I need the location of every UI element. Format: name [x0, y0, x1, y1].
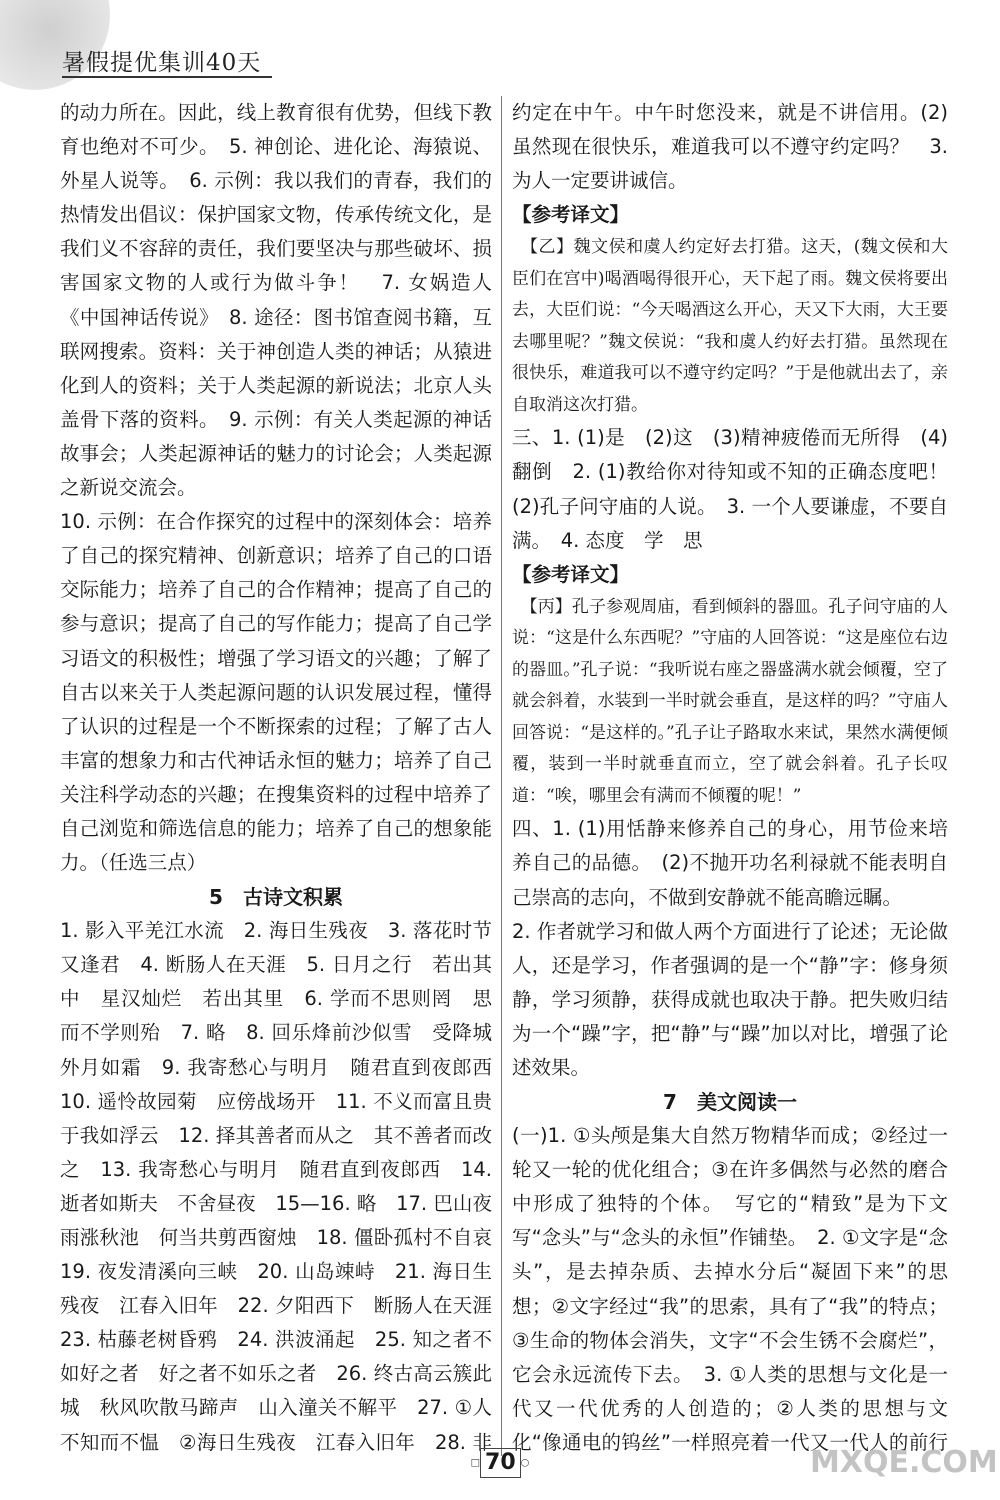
left-column — [60, 96, 492, 1466]
reference-translation-label: 【参考译文】 — [512, 203, 630, 227]
page-number-right-dot-icon: ○ — [520, 1457, 530, 1469]
book-title: 暑假提优集训40天 — [62, 50, 262, 76]
page-number-value: 70 — [480, 1448, 521, 1478]
answer-paragraph: 1. 影入平羌江水流 2. 海日生残夜 3. 落花时节又逢君 4. 断肠人在天涯 5. 日月之行 若出其中 星汉灿烂 若出其里 6. 学而不思则罔 思而不学则殆 7. 略 8. 回乐烽前沙似雪 受降城外月如霜 9. 我寄愁心与明月 随君直到夜郎西 10. 遥怜故园菊 应傍战场开 11. 不义而富且贵 于我如浮云 12. 择其善者而从之 其不善者而改之 13. 我寄愁心与明月 随君直到夜郎西 14. 逝者如斯夫 不舍昼夜 15—16. 略 17. 巴山夜雨涨秋池 何当共剪西窗烛 18. 僵卧孤村不自哀 19. 夜发清溪向三峡 20. 山岛竦峙 21. 海日生残夜 江春入旧年 22. 夕阳西下 断肠人在天涯 23. 枯藤老树昏鸦 24. 洪波涌起 25. 知之者不如好之者 好之者不如乐之者 26. 终古高云簇此城 秋风吹散马蹄声 山入潼关不解平 27. ①人不知而不愠 ②海日生残夜 江春入旧年 28. 非 — [60, 919, 492, 1454]
watermark-logo: MXQE.COM — [810, 1445, 998, 1480]
answer-paragraph: (一)1. ①头颅是集大自然万物精华而成；②经过一轮又一轮的优化组合；③在许多偶然与必然的磨合中形成了独特的个体。 写它的“精致”是为下文写“念头”与“念头的永恒”作铺垫。 2. ①文字是“念头”，是去掉杂质、去掉水分后“凝固下来”的思想；②文字经过“我”的思索，具有了“我”的特点；③生命的物体会消失，文字“不会生锈不会腐烂”，它会永远流传下去。 3. ①人类的思想与文化是一代又一代优秀的人创造的；②人类的思想与文化“像通电的钨丝”一样照亮着一代又一代人的前行 — [512, 1124, 948, 1454]
right-column — [512, 96, 948, 1466]
answer-paragraph: 三、1. (1)是 (2)这 (3)精神疲倦而无所得 (4)翻倒 2. (1)教给你对待知或不知的正确态度吧！ (2)孔子问守庙的人说。 3. 一个人要谦虚，不要自满。 4. 态度 学 思 — [512, 426, 948, 552]
page-number-left-dot-icon: □ — [470, 1457, 481, 1469]
answer-paragraph: 10. 示例：在合作探究的过程中的深刻体会：培养了自己的探究精神、创新意识；培养了自己的口语交际能力；培养了自己的合作精神；提高了自己的参与意识；提高了自己的写作能力；提高了自己学习语文的积极性；增强了学习语文的兴趣；了解了自古以来关于人类起源问题的认识发展过程，懂得了认识的过程是一个不断探索的过程；了解了古人丰富的想象力和古代神话永恒的魅力；培养了自己关注科学动态的兴趣；在搜集资料的过程中培养了自己浏览和筛选信息的能力；培养了自己的想象能力。（任选三点） — [60, 510, 492, 875]
translation-paragraph: 【丙】孔子参观周庙，看到倾斜的器皿。孔子问守庙的人说：“这是什么东西呢？”守庙的人回答说：“这是座位右边的器皿。”孔子说：“我听说右座之器盛满水就会倾覆，空了就会斜着，水装到一半时就会垂直，是这样的吗？”守庙人回答说：“是这样的。”孔子让子路取水来试，果然水满便倾覆，装到一半时就垂直而立，空了就会斜着。孔子长叹道：“唉，哪里会有满而不倾覆的呢！” — [512, 596, 948, 806]
reference-translation-label: 【参考译文】 — [512, 562, 630, 586]
page-number — [455, 1448, 545, 1478]
translation-paragraph: 【乙】魏文侯和虞人约定好去打猎。这天，(魏文侯和大臣们在宫中)喝酒喝得很开心，天下起了雨。魏文侯将要出去，大臣们说：“今天喝酒这么开心，天又下大雨，大王要去哪里呢？”魏文侯说：“我和虞人约好去打猎。虽然现在很快乐，难道我可以不遵守约定吗？”于是他就出去了，亲自取消这次打猎。 — [512, 237, 948, 415]
answer-paragraph: 四、1. (1)用恬静来修养自己的身心，用节俭来培养自己的品德。 (2)不抛开功名利禄就不能表明自己崇高的志向，不做到安静就不能高瞻远瞩。 — [512, 817, 948, 909]
answer-paragraph: 约定在中午。中午时您没来，就是不讲信用。(2)虽然现在很快乐，难道我可以不遵守约定吗？ 3. 为人一定要讲诚信。 — [512, 101, 948, 193]
column-divider — [501, 96, 502, 1456]
section-title: 5 古诗文积累 — [209, 885, 343, 910]
answer-paragraph: 的动力所在。因此，线上教育很有优势，但线下教育也绝对不可少。 5. 神创论、进化论、海猿说、外星人说等。 6. 示例：我以我们的青春，我们的热情发出倡议：保护国家文物，传承传统文化，是我们义不容辞的责任，我们要坚决与那些破坏、损害国家文物的人或行为做斗争！ 7. 女娲造人 《中国神话传说》 8. 途径：图书馆查阅书籍，互联网搜索。资料：关于神创造人类的神话；从猿进化到人的资料；关于人类起源的新说法；北京人头盖骨下落的资料。 9. 示例：有关人类起源的神话故事会；人类起源神话的魅力的讨论会；人类起源之新说交流会。 — [60, 101, 492, 500]
answer-paragraph: 2. 作者就学习和做人两个方面进行了论述；无论做人，还是学习，作者强调的是一个“静”字：修身须静，学习须静，获得成就也取决于静。把失败归结为一个“躁”字，把“静”与“躁”加以对比，增强了论述效果。 — [512, 919, 948, 1079]
header-underline — [62, 76, 272, 78]
section-title: 7 美文阅读一 — [663, 1090, 797, 1115]
